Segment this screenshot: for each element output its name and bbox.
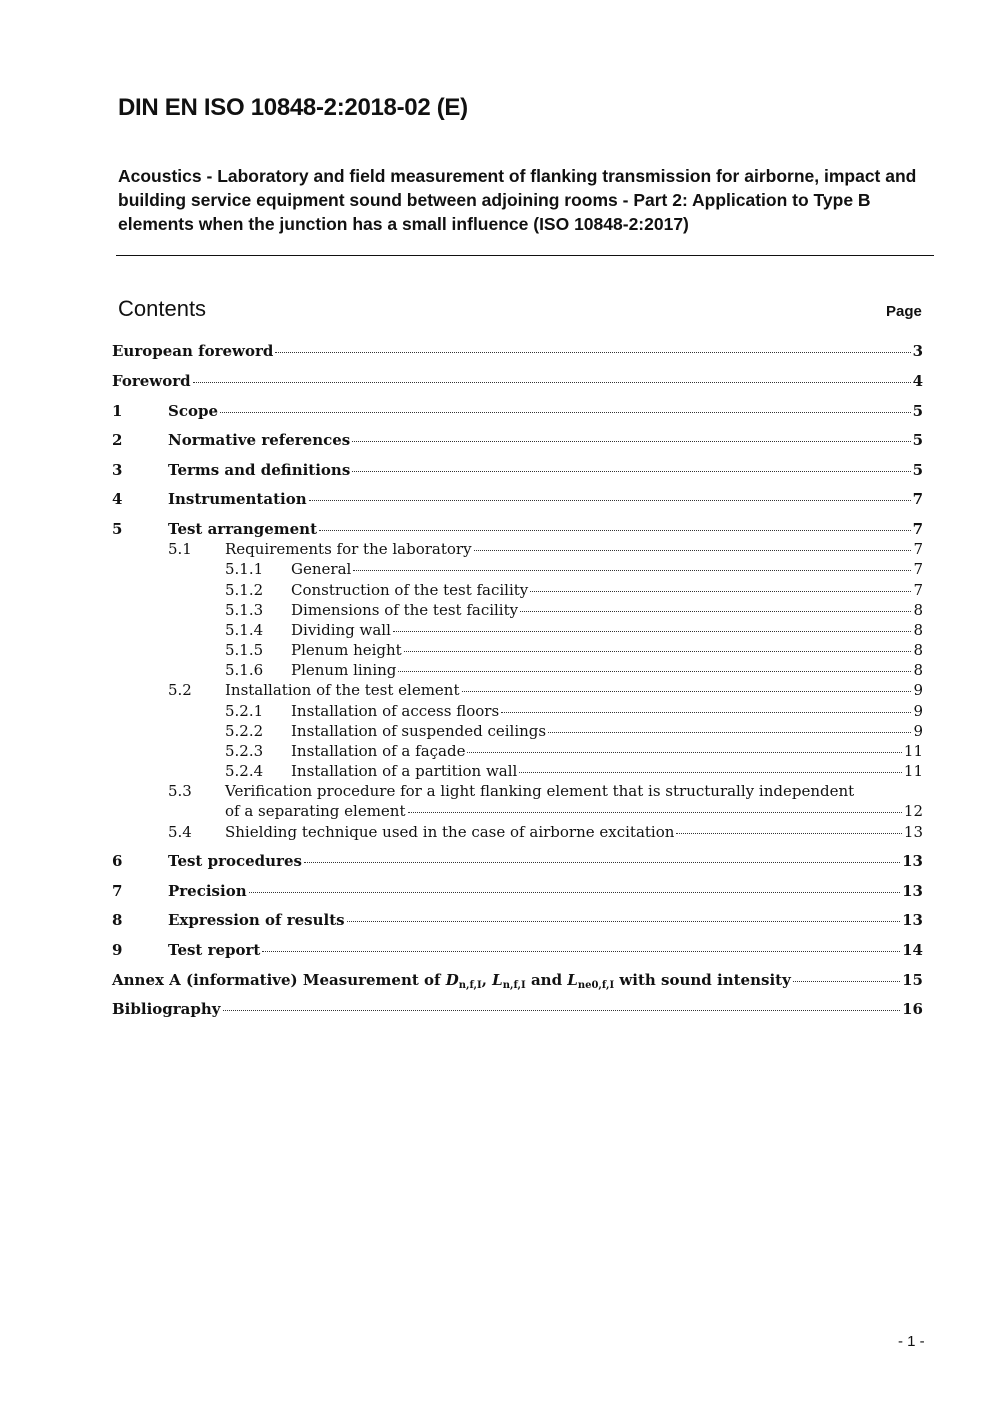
toc-leader: [304, 862, 900, 863]
toc-number: 6: [112, 852, 123, 870]
toc-title: Installation of the test element: [225, 681, 460, 699]
toc-entry-test-procedures[interactable]: [112, 851, 923, 871]
toc-page-number: 7: [913, 581, 923, 599]
toc-leader: [676, 833, 901, 834]
toc-title-line-1: Verification procedure for a light flanking element that is structurally independent: [225, 782, 855, 800]
toc-leader: [404, 651, 912, 652]
toc-page-number: 13: [902, 911, 923, 929]
toc-number: 5.1.2: [225, 581, 264, 599]
toc-entry-5-1-3[interactable]: [225, 600, 923, 620]
toc-entry-expression-of-results[interactable]: [112, 910, 923, 930]
toc-title: Installation of a façade: [291, 742, 466, 760]
toc-entry-5-1-1[interactable]: [225, 559, 923, 579]
toc-page-number: 7: [912, 520, 923, 538]
toc-entry-5-4[interactable]: [168, 822, 923, 842]
toc-title: Installation of access floors: [291, 702, 500, 720]
toc-page-number: 7: [912, 490, 923, 508]
toc-entry-bibliography[interactable]: [112, 999, 923, 1019]
toc-number: 5: [112, 520, 123, 538]
toc-title: Precision: [168, 882, 247, 900]
subscript: ne0,f,I: [577, 980, 615, 991]
toc-entry-5-1-2[interactable]: [225, 580, 923, 600]
toc-title: Expression of results: [168, 911, 345, 929]
toc-entry-5-2-2[interactable]: [225, 721, 923, 741]
toc-page-number: 15: [902, 971, 923, 989]
toc-leader: [347, 921, 901, 922]
toc-title: Plenum height: [291, 641, 402, 659]
toc-number: 4: [112, 490, 123, 508]
toc-leader: [249, 892, 901, 893]
toc-entry-foreword[interactable]: [112, 371, 923, 391]
toc-number: 8: [112, 911, 123, 929]
toc-leader: [530, 591, 911, 592]
subscript: n,f,I: [502, 980, 526, 991]
toc-entry-test-report[interactable]: [112, 940, 923, 960]
toc-entry-european-foreword[interactable]: [112, 341, 923, 361]
contents-heading: Contents: [118, 296, 207, 321]
toc-page-number: 16: [902, 1000, 923, 1018]
page-number-footer: - 1 -: [898, 1333, 925, 1350]
toc-title: [112, 970, 791, 996]
title-divider: [116, 255, 934, 256]
toc-leader: [462, 691, 912, 692]
toc-leader: [223, 1010, 901, 1011]
toc-leader: [352, 441, 910, 442]
toc-leader: [262, 951, 900, 952]
toc-number: 5.4: [168, 823, 192, 841]
toc-title: European foreword: [112, 342, 274, 360]
toc-number: 5.2.2: [225, 722, 264, 740]
toc-title: Bibliography: [112, 1000, 221, 1018]
toc-number: 5.1.3: [225, 601, 264, 619]
toc-title: Instrumentation: [168, 490, 307, 508]
toc-page-number: 8: [913, 661, 923, 679]
toc-leader: [319, 530, 911, 531]
toc-entry-instrumentation[interactable]: [112, 489, 923, 509]
toc-entry-terms-and-definitions[interactable]: [112, 460, 923, 480]
toc-entry-5-1-5[interactable]: [225, 640, 923, 660]
document-title: DIN EN ISO 10848-2:2018-02 (E): [118, 94, 468, 121]
toc-number: 3: [112, 461, 123, 479]
toc-title: Plenum lining: [291, 661, 397, 679]
toc-entry-annex-a[interactable]: [112, 970, 923, 990]
toc-title: Installation of a partition wall: [291, 762, 518, 780]
toc-entry-5-1-6[interactable]: [225, 660, 923, 680]
toc-number: 5.1.6: [225, 661, 264, 679]
toc-page-number: 8: [913, 641, 923, 659]
toc-entry-5-2-4[interactable]: [225, 761, 923, 781]
toc-number: 7: [112, 882, 123, 900]
toc-page-number: 8: [913, 621, 923, 639]
separator: ,: [481, 971, 493, 989]
toc-title: General: [291, 560, 352, 578]
toc-number: 1: [112, 402, 123, 420]
toc-title-line-2: of a separating element: [225, 802, 406, 820]
separator: and: [525, 971, 568, 989]
toc-entry-normative-references[interactable]: [112, 430, 923, 450]
toc-page-number: 11: [903, 742, 923, 760]
toc-page-number: 3: [912, 342, 923, 360]
toc-page-number: 11: [903, 762, 923, 780]
toc-title: Dimensions of the test facility: [291, 601, 519, 619]
toc-entry-5-2-3[interactable]: [225, 741, 923, 761]
toc-number: 5.1.4: [225, 621, 264, 639]
toc-page-number: 13: [902, 852, 923, 870]
toc-page-number: 12: [903, 802, 923, 820]
toc-number: 5.2.4: [225, 762, 264, 780]
toc-entry-test-arrangement[interactable]: [112, 519, 923, 539]
toc-leader: [220, 412, 911, 413]
toc-entry-5-2-1[interactable]: [225, 701, 923, 721]
toc-number: 5.1.5: [225, 641, 264, 659]
toc-page-number: 9: [913, 722, 923, 740]
toc-leader: [352, 471, 910, 472]
toc-entry-5-2[interactable]: [168, 680, 923, 700]
toc-number: 2: [112, 431, 123, 449]
symbol-l: L: [492, 971, 503, 989]
toc-number: 9: [112, 941, 123, 959]
toc-leader: [548, 732, 911, 733]
toc-page-number: 9: [913, 681, 923, 699]
toc-title: Requirements for the laboratory: [225, 540, 472, 558]
toc-page-number: 13: [902, 882, 923, 900]
toc-title: Normative references: [168, 431, 351, 449]
toc-number: 5.1.1: [225, 560, 264, 578]
toc-leader: [309, 500, 911, 501]
toc-page-number: 5: [912, 402, 923, 420]
toc-leader: [501, 712, 911, 713]
toc-leader: [193, 382, 911, 383]
toc-title: Terms and definitions: [168, 461, 351, 479]
toc-number: 5.2.3: [225, 742, 264, 760]
toc-page-number: 4: [912, 372, 923, 390]
toc-page-number: 7: [913, 560, 923, 578]
toc-title: Installation of suspended ceilings: [291, 722, 547, 740]
toc-title: Dividing wall: [291, 621, 391, 639]
page-column-heading: Page: [886, 303, 922, 320]
toc-leader: [275, 352, 910, 353]
toc-page-number: 14: [902, 941, 923, 959]
toc-title: Shielding technique used in the case of airborne excitation: [225, 823, 675, 841]
toc-page-number: 8: [913, 601, 923, 619]
toc-number: 5.3: [168, 782, 192, 800]
toc-page-number: 7: [913, 540, 923, 558]
toc-entry-scope[interactable]: [112, 401, 923, 421]
toc-entry-5-1-4[interactable]: [225, 620, 923, 640]
toc-leader: [519, 772, 902, 773]
toc-number: 5.2.1: [225, 702, 264, 720]
document-subtitle: Acoustics - Laboratory and field measurement of flanking transmission for airborne, impact and building service equipment sound between adjoining rooms - Part 2: Application to Type B elements when the junction has a small influence (ISO 10848-2:2017): [118, 166, 917, 234]
toc-title: Scope: [168, 402, 219, 420]
toc-leader: [398, 671, 911, 672]
toc-leader: [393, 631, 912, 632]
toc-leader: [793, 981, 900, 982]
subscript: n,f,I: [458, 980, 482, 991]
toc-leader: [474, 550, 912, 551]
toc-page-number: 9: [913, 702, 923, 720]
toc-entry-precision[interactable]: [112, 881, 923, 901]
toc-leader: [520, 611, 911, 612]
toc-number: 5.1: [168, 540, 192, 558]
toc-page-number: 5: [912, 461, 923, 479]
toc-leader: [353, 570, 911, 571]
annex-title-suffix: with sound intensity: [614, 971, 791, 989]
symbol-d: D: [445, 971, 459, 989]
toc-title: Test procedures: [168, 852, 302, 870]
toc-leader: [408, 812, 902, 813]
toc-number: 5.2: [168, 681, 192, 699]
toc-entry-5-3[interactable]: [168, 781, 923, 821]
toc-leader: [467, 752, 901, 753]
toc-page-number: 13: [903, 823, 923, 841]
toc-title: Test arrangement: [168, 520, 318, 538]
symbol-l: L: [567, 971, 578, 989]
toc-title: Construction of the test facility: [291, 581, 529, 599]
toc-title: Test report: [168, 941, 261, 959]
annex-title-prefix: Annex A (informative) Measurement of: [112, 971, 446, 989]
toc-page-number: 5: [912, 431, 923, 449]
toc-title: Foreword: [112, 372, 191, 390]
toc-entry-5-1[interactable]: [168, 539, 923, 559]
